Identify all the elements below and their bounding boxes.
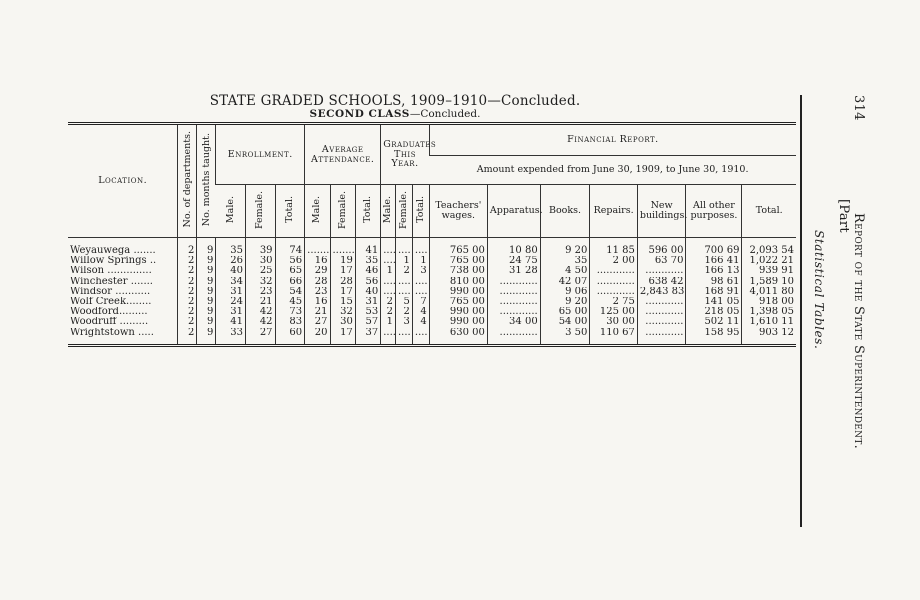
header-financial: Financial Report. <box>429 124 796 156</box>
row-location: Wrightstown ..... <box>70 327 154 338</box>
table-cell: 2 00 <box>590 256 638 266</box>
table-cell: 2 <box>178 266 197 276</box>
table-cell: 35 <box>355 256 380 266</box>
table-cell: 23 <box>245 287 275 297</box>
table-cell: 10 80 <box>487 238 540 257</box>
table-cell: ............ <box>637 317 686 327</box>
table-cell: 903 12 <box>742 328 796 346</box>
table-cell: 20 <box>305 328 330 346</box>
table-cell: 65 00 <box>540 307 590 317</box>
table-row <box>68 256 796 266</box>
table-cell: 9 06 <box>540 287 590 297</box>
header-financial-total: Total. <box>742 185 796 238</box>
table-cell: 141 05 <box>686 297 742 307</box>
table-cell: 9 <box>197 328 216 346</box>
header-attend-male: Male. <box>305 185 330 238</box>
table-cell: 27 <box>245 328 275 346</box>
table-cell: 40 <box>216 266 246 276</box>
table-cell: 4 50 <box>540 266 590 276</box>
table-cell: 42 <box>245 317 275 327</box>
table-cell: 30 00 <box>590 317 638 327</box>
table-cell: 30 <box>245 256 275 266</box>
header-other-purposes: All other purposes. <box>686 185 742 238</box>
table-cell: 31 <box>355 297 380 307</box>
header-departments: No. of departments. <box>178 124 197 238</box>
table-cell: 24 75 <box>487 256 540 266</box>
table-cell: 21 <box>305 307 330 317</box>
table-cell: 125 00 <box>590 307 638 317</box>
table-cell: 2 75 <box>590 297 638 307</box>
table-row <box>68 297 796 307</box>
table-cell: 39 <box>245 238 275 257</box>
table-cell: ............ <box>487 277 540 287</box>
table-cell: 32 <box>245 277 275 287</box>
row-location: Willow Springs .. <box>70 256 157 267</box>
table-cell: 9 20 <box>540 238 590 257</box>
table-cell: 34 00 <box>487 317 540 327</box>
header-enrollment: Enrollment. <box>216 124 305 185</box>
table-cell: 24 <box>216 297 246 307</box>
row-location: Woodruff ......... <box>70 317 149 328</box>
table-row <box>68 307 796 317</box>
table-cell: 98 61 <box>686 277 742 287</box>
header-location: Location. <box>68 124 178 238</box>
table-cell: 54 <box>275 287 305 297</box>
table-cell: 30 <box>330 317 355 327</box>
table-cell: .... <box>381 287 396 297</box>
table-cell: 16 <box>305 256 330 266</box>
table-cell: 40 <box>355 287 380 297</box>
table-cell: 2,843 83 <box>637 287 686 297</box>
table-cell: 32 <box>330 307 355 317</box>
table-cell: 166 41 <box>686 256 742 266</box>
table-cell: ............ <box>637 328 686 346</box>
table-cell: ............ <box>487 307 540 317</box>
table-cell: .... <box>396 287 413 297</box>
table-cell: 1,022 21 <box>742 256 796 266</box>
table-cell: 765 00 <box>429 238 487 257</box>
page-subtitle <box>0 108 790 120</box>
table-cell: 34 <box>216 277 246 287</box>
page-number: 314 <box>851 95 866 121</box>
table-cell: .... <box>381 277 396 287</box>
table-cell: 9 <box>197 307 216 317</box>
table-cell: 990 00 <box>429 287 487 297</box>
table-cell: 1,398 05 <box>742 307 796 317</box>
part-label: [Part <box>836 199 851 233</box>
header-books: Books. <box>540 185 590 238</box>
table-cell: 2 <box>396 307 413 317</box>
table-cell: 3 <box>396 317 413 327</box>
table-body <box>68 238 796 346</box>
table-cell: ....... <box>330 238 355 257</box>
table-cell: 56 <box>355 277 380 287</box>
table-cell: 54 00 <box>540 317 590 327</box>
row-location: Wolf Creek........ <box>70 296 152 307</box>
table-cell: 26 <box>216 256 246 266</box>
table-cell: 765 00 <box>429 297 487 307</box>
table-cell: 2 <box>178 297 197 307</box>
table-cell: 1 <box>396 256 413 266</box>
table-cell: 2 <box>381 307 396 317</box>
header-teachers-wages: Teachers' wages. <box>429 185 487 238</box>
table-cell: 2 <box>396 266 413 276</box>
table-cell: 83 <box>275 317 305 327</box>
table-cell: 28 <box>305 277 330 287</box>
running-head <box>836 95 866 527</box>
table-cell: .... <box>381 256 396 266</box>
table-cell: 17 <box>330 266 355 276</box>
table-cell: 158 95 <box>686 328 742 346</box>
table-cell: 1 <box>381 266 396 276</box>
table-cell: 46 <box>355 266 380 276</box>
header-enroll-total: Total. <box>275 185 305 238</box>
table-cell: .... <box>412 328 429 346</box>
table-cell: 1,589 10 <box>742 277 796 287</box>
table-cell: .... <box>381 328 396 346</box>
header-attend-total: Total. <box>355 185 380 238</box>
table-cell: 35 <box>216 238 246 257</box>
table-cell: 25 <box>245 266 275 276</box>
table-cell: .... <box>396 328 413 346</box>
row-location: Winchester ....... <box>70 276 153 287</box>
table-cell: ............ <box>590 287 638 297</box>
table-cell: 9 <box>197 238 216 257</box>
table-cell: 638 42 <box>637 277 686 287</box>
header-apparatus: Apparatus. <box>487 185 540 238</box>
table-cell: 23 <box>305 287 330 297</box>
header-amount-expended: Amount expended from June 30, 1909, to June 30, 1910. <box>429 155 796 184</box>
table-cell: 218 05 <box>686 307 742 317</box>
table-cell: ............ <box>487 287 540 297</box>
table-cell: 9 <box>197 287 216 297</box>
table-cell: .... <box>412 277 429 287</box>
table-cell: 2 <box>178 238 197 257</box>
table-cell: 45 <box>275 297 305 307</box>
table-cell: ....... <box>305 238 330 257</box>
header-graduates: Graduates This Year. <box>381 124 430 185</box>
table-cell: .... <box>412 238 429 257</box>
table-cell: 17 <box>330 287 355 297</box>
header-attendance: Average Attendance. <box>305 124 381 185</box>
table-cell: 9 20 <box>540 297 590 307</box>
table-cell: ............ <box>487 297 540 307</box>
table-row <box>68 266 796 276</box>
table-row <box>68 317 796 327</box>
table-cell: 596 00 <box>637 238 686 257</box>
table-cell: 63 70 <box>637 256 686 266</box>
table-cell: 700 69 <box>686 238 742 257</box>
table-cell: 2 <box>178 317 197 327</box>
table-cell: 15 <box>330 297 355 307</box>
table-cell: 2 <box>178 307 197 317</box>
table-cell: 19 <box>330 256 355 266</box>
table-cell: 2 <box>178 256 197 266</box>
table-cell: 4 <box>412 307 429 317</box>
table-row <box>68 277 796 287</box>
table-cell: 939 91 <box>742 266 796 276</box>
table-cell: 9 <box>197 277 216 287</box>
table-cell: ............ <box>590 266 638 276</box>
table-cell: 17 <box>330 328 355 346</box>
table-cell: 918 00 <box>742 297 796 307</box>
table-cell: 4 <box>412 317 429 327</box>
table-cell: 9 <box>197 256 216 266</box>
table-cell: 166 13 <box>686 266 742 276</box>
table-cell: 2,093 54 <box>742 238 796 257</box>
table-cell: 1 <box>412 256 429 266</box>
table-cell: 42 <box>245 307 275 317</box>
subtitle-suffix: —Concluded. <box>409 108 481 120</box>
table-cell: 41 <box>216 317 246 327</box>
table-cell: 9 <box>197 266 216 276</box>
table-cell: 9 <box>197 297 216 307</box>
header-new-buildings: New buildings. <box>637 185 686 238</box>
header-grad-male: Male. <box>381 185 396 238</box>
header-enroll-male: Male. <box>216 185 246 238</box>
table-cell: 2 <box>178 277 197 287</box>
table-cell: 4,011 80 <box>742 287 796 297</box>
table-cell: 57 <box>355 317 380 327</box>
table-cell: 53 <box>355 307 380 317</box>
header-repairs: Repairs. <box>590 185 638 238</box>
table-cell: 28 <box>330 277 355 287</box>
table-row <box>68 328 796 346</box>
table-cell: 31 <box>216 287 246 297</box>
table-cell: .... <box>396 238 413 257</box>
table-cell: 2 <box>178 328 197 346</box>
table-cell: .... <box>381 238 396 257</box>
table-cell: 9 <box>197 317 216 327</box>
table-cell: 16 <box>305 297 330 307</box>
header-months: No. months taught. <box>197 124 216 238</box>
table-cell: ............ <box>590 277 638 287</box>
header-grad-female: Female. <box>396 185 413 238</box>
page-title: STATE GRADED SCHOOLS, 1909–1910—Concluded. <box>209 93 581 109</box>
table-cell: 37 <box>355 328 380 346</box>
table-cell: ............ <box>637 307 686 317</box>
table-cell: 21 <box>245 297 275 307</box>
running-title: Report of the State Superintendent. <box>851 212 866 449</box>
table-cell: 502 11 <box>686 317 742 327</box>
table-cell: 41 <box>355 238 380 257</box>
statistics-table <box>68 122 796 347</box>
table-row <box>68 287 796 297</box>
margin-rule <box>800 95 802 527</box>
table-cell: 31 28 <box>487 266 540 276</box>
table-cell: 1,610 11 <box>742 317 796 327</box>
table-cell: 11 85 <box>590 238 638 257</box>
table-cell: 3 50 <box>540 328 590 346</box>
table-cell: 35 <box>540 256 590 266</box>
table-cell: 110 67 <box>590 328 638 346</box>
table-cell: 990 00 <box>429 307 487 317</box>
header-grad-total: Total. <box>412 185 429 238</box>
table-cell: 2 <box>178 287 197 297</box>
table-cell: 74 <box>275 238 305 257</box>
table-cell: 1 <box>381 317 396 327</box>
table-cell: 29 <box>305 266 330 276</box>
table-cell: 66 <box>275 277 305 287</box>
table-cell: 765 00 <box>429 256 487 266</box>
table-cell: .... <box>412 287 429 297</box>
table-cell: 990 00 <box>429 317 487 327</box>
side-note: Statistical Tables. <box>812 230 826 350</box>
subtitle-class: SECOND CLASS <box>309 108 410 120</box>
table-cell: 42 07 <box>540 277 590 287</box>
table-cell: 3 <box>412 266 429 276</box>
table-cell: 630 00 <box>429 328 487 346</box>
table-cell: 738 00 <box>429 266 487 276</box>
table-cell: 168 91 <box>686 287 742 297</box>
table-cell: ............ <box>637 266 686 276</box>
table-cell: 33 <box>216 328 246 346</box>
table-cell: 73 <box>275 307 305 317</box>
table-cell: 65 <box>275 266 305 276</box>
table-cell: 27 <box>305 317 330 327</box>
row-location: Windsor ........... <box>70 286 151 297</box>
table-cell: 810 00 <box>429 277 487 287</box>
table-cell: ............ <box>637 297 686 307</box>
table-cell: 5 <box>396 297 413 307</box>
row-location: Woodford......... <box>70 307 148 318</box>
table-cell: 60 <box>275 328 305 346</box>
table-cell: .... <box>396 277 413 287</box>
header-attend-female: Female. <box>330 185 355 238</box>
table-row <box>68 238 796 257</box>
table-cell: 7 <box>412 297 429 307</box>
table-cell: 56 <box>275 256 305 266</box>
row-location: Weyauwega ....... <box>70 245 156 256</box>
header-enroll-female: Female. <box>245 185 275 238</box>
table-cell: 31 <box>216 307 246 317</box>
table-cell: ............ <box>487 328 540 346</box>
row-location: Wilson .............. <box>70 266 152 277</box>
table-cell: 2 <box>381 297 396 307</box>
